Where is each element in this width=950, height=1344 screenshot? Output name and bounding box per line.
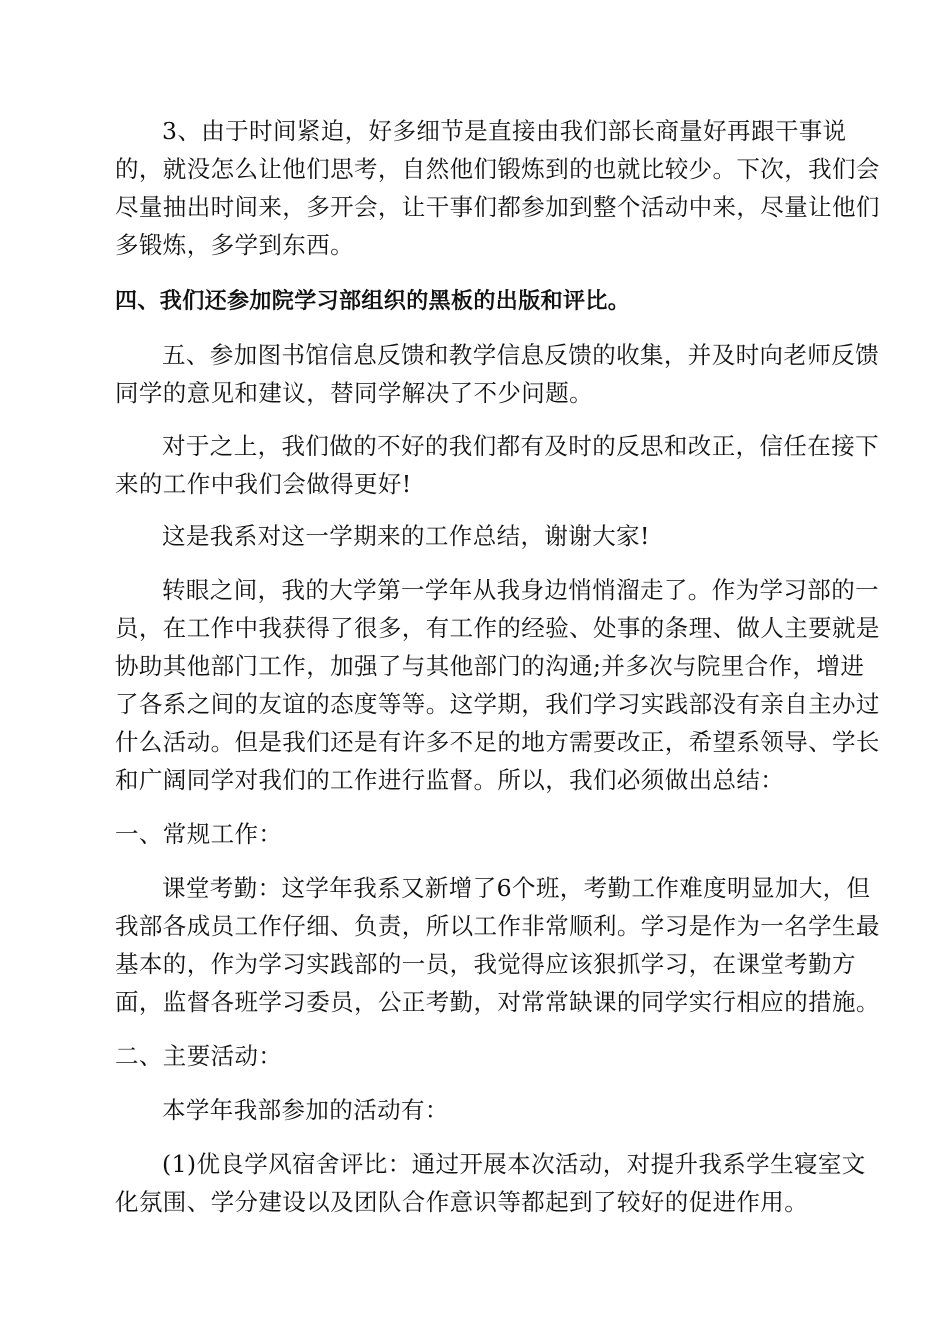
paragraph-line: 我部各成员工作仔细、负责，所以工作非常顺利。学习是作为一名学生最	[115, 912, 880, 940]
paragraph-line: 转眼之间，我的大学第一学年从我身边悄悄溜走了。作为学习部的一	[162, 576, 879, 604]
paragraph-line: 基本的，作为学习实践部的一员，我觉得应该狠抓学习，在课堂考勤方	[115, 950, 856, 978]
paragraph-line: 化氛围、学分建设以及团队合作意识等都起到了较好的促进作用。	[115, 1188, 809, 1216]
paragraph-line: 五、参加图书馆信息反馈和教学信息反馈的收集，并及时向老师反馈	[162, 341, 879, 369]
paragraph-line: 和广阔同学对我们的工作进行监督。所以，我们必须做出总结：	[115, 766, 785, 794]
paragraph-line: 本学年我部参加的活动有：	[162, 1096, 449, 1124]
paragraph-line: (1)优良学风宿舍评比：通过开展本次活动，对提升我系学生寝室文	[162, 1150, 866, 1178]
paragraph-line: 什么活动。但是我们还是有许多不足的地方需要改正，希望系领导、学长	[115, 728, 880, 756]
paragraph-line: 多锻炼，多学到东西。	[115, 231, 354, 259]
paragraph-line: 尽量抽出时间来，多开会，让干事们都参加到整个活动中来，尽量让他们	[115, 193, 880, 221]
paragraph-line: 这是我系对这一学期来的工作总结，谢谢大家!	[162, 522, 650, 550]
paragraph-line: 面，监督各班学习委员，公正考勤，对常常缺课的同学实行相应的措施。	[115, 988, 880, 1016]
paragraph-line: 了各系之间的友谊的态度等等。这学期，我们学习实践部没有亲自主办过	[115, 690, 880, 718]
section-heading: 二、主要活动：	[115, 1042, 283, 1070]
paragraph-line: 的，就没怎么让他们思考，自然他们锻炼到的也就比较少。下次，我们会	[115, 155, 880, 183]
paragraph-line: 同学的意见和建议，替同学解决了不少问题。	[115, 379, 593, 407]
section-heading: 四、我们还参加院学习部组织的黑板的出版和评比。	[115, 289, 631, 314]
paragraph-line: 员，在工作中我获得了很多，有工作的经验、处事的条理、做人主要就是	[115, 614, 880, 642]
paragraph-line: 课堂考勤：这学年我系又新增了6个班，考勤工作难度明显加大，但	[162, 874, 871, 902]
section-heading: 一、常规工作：	[115, 820, 283, 848]
paragraph-line: 3、由于时间紧迫，好多细节是直接由我们部长商量好再跟干事说	[162, 117, 847, 145]
paragraph-line: 来的工作中我们会做得更好!	[115, 470, 412, 498]
paragraph-line: 对于之上，我们做的不好的我们都有及时的反思和改正，信任在接下	[162, 432, 879, 460]
paragraph-line: 协助其他部门工作，加强了与其他部门的沟通;并多次与院里合作，增进	[115, 652, 865, 680]
